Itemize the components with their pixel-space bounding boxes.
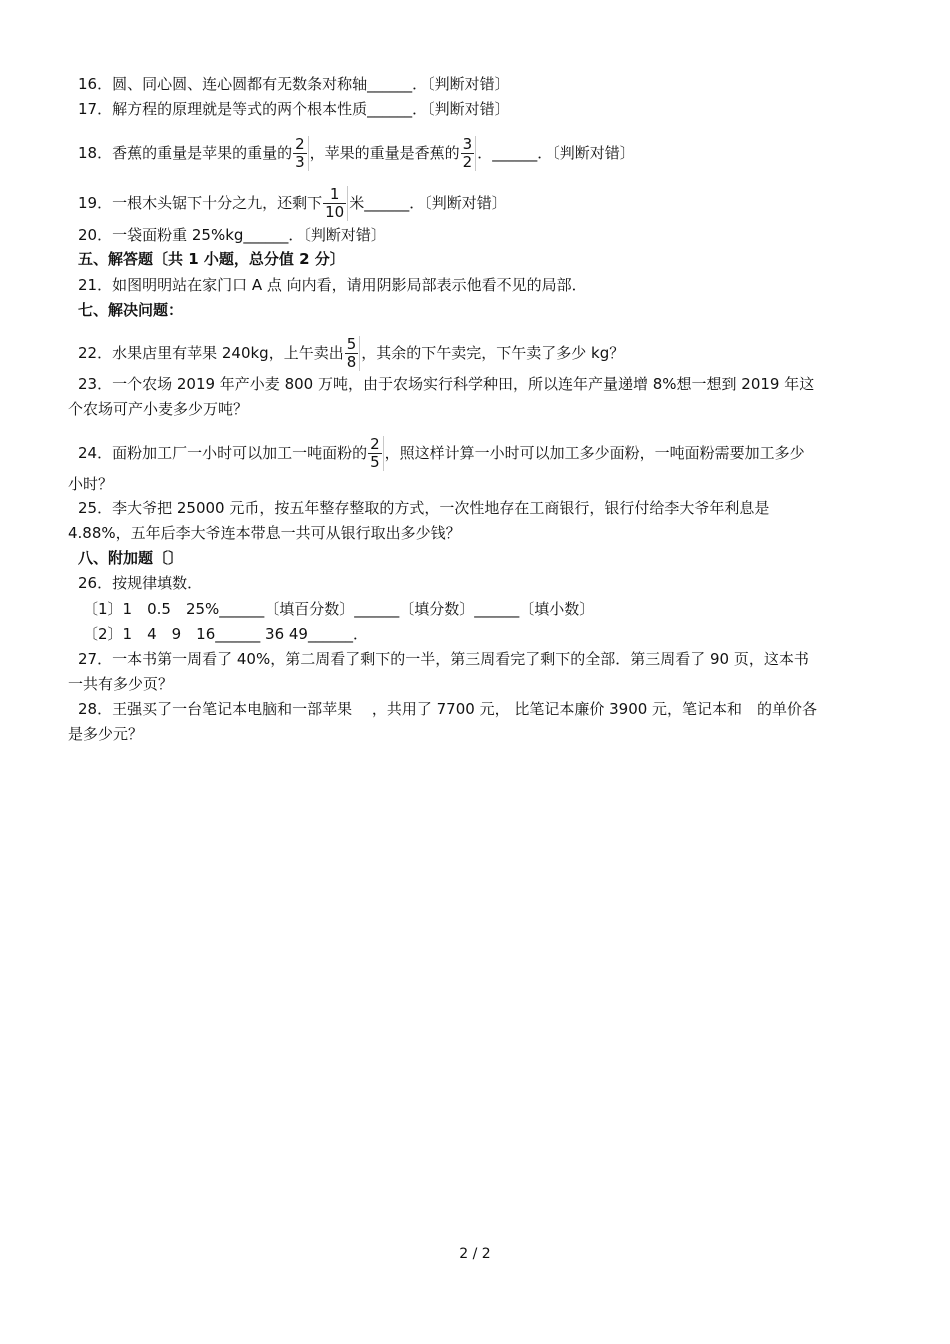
section-8-heading: 八、附加题〔〕 xyxy=(78,549,184,567)
fraction-2-3 xyxy=(293,136,309,171)
fraction-numerator: 2 xyxy=(370,435,380,453)
fraction-denominator: 5 xyxy=(370,453,380,471)
fraction-denominator: 8 xyxy=(346,353,357,371)
question-25-line-1: 25．李大爷把 25000 元币，按五年整存整取的方式，一次性地存在工商银行，银行付给李大爷年利息是 xyxy=(78,499,770,517)
question-22-part-b: ，其余的下午卖完，下午卖了多少 kg？ xyxy=(361,344,625,362)
question-25-line-2: 4.88%，五年后李大爷连本带息一共可从银行取出多少钱？ xyxy=(68,524,461,542)
section-7-heading: 七、解决问题： xyxy=(78,301,184,319)
question-23-line-2: 个农场可产小麦多少万吨？ xyxy=(68,400,249,418)
question-24 xyxy=(78,436,805,471)
question-19-part-a: 19．一根木头锯下十分之九，还剩下 xyxy=(78,194,323,212)
fraction-numerator: 1 xyxy=(329,185,340,203)
question-19 xyxy=(78,186,507,221)
question-18-part-b: ，苹果的重量是香蕉的 xyxy=(309,144,460,162)
fraction-2-5 xyxy=(368,436,384,471)
question-18 xyxy=(78,136,635,171)
question-26-part-2: 〔2〕1 4 9 16______ 36 49______． xyxy=(83,625,368,643)
question-26-part-1: 〔1〕1 0.5 25%______〔填百分数〕______〔填分数〕______〔填小数〕 xyxy=(83,600,595,618)
question-17: 17．解方程的原理就是等式的两个根本性质______．〔判断对错〕 xyxy=(78,100,510,118)
question-16: 16．圆、同心圆、连心圆都有无数条对称轴______．〔判断对错〕 xyxy=(78,75,510,93)
question-22 xyxy=(78,336,624,371)
question-28-line-2: 是多少元？ xyxy=(68,725,144,743)
fraction-3-2 xyxy=(461,136,477,171)
question-23-line-1: 23．一个农场 2019 年产小麦 800 万吨，由于农场实行科学种田，所以连年产量递增 8%想一想到 2019 年这 xyxy=(78,375,815,393)
fraction-denominator: 2 xyxy=(462,153,473,171)
fraction-1-10 xyxy=(323,186,348,221)
question-24-line-2: 小时？ xyxy=(68,475,114,493)
question-27-line-2: 一共有多少页？ xyxy=(68,675,174,693)
fraction-5-8 xyxy=(345,336,361,371)
fraction-numerator: 5 xyxy=(346,335,357,353)
question-28-line-1: 28．王强买了一台笔记本电脑和一部苹果 ，共用了 7700 元， 比笔记本廉价 3900 元，笔记本和 的单价各 xyxy=(78,700,818,718)
question-20: 20．一袋面粉重 25%kg______．〔判断对错〕 xyxy=(78,226,386,244)
question-22-part-a: 22．水果店里有苹果 240kg，上午卖出 xyxy=(78,344,344,362)
question-26-title: 26．按规律填数． xyxy=(78,574,203,592)
question-18-part-a: 18．香蕉的重量是苹果的重量的 xyxy=(78,144,293,162)
page-number: 2 / 2 xyxy=(459,1246,491,1262)
question-24-part-b: ，照这样计算一小时可以加工多少面粉，一吨面粉需要加工多少 xyxy=(384,444,805,462)
question-19-part-b: 米______．〔判断对错〕 xyxy=(349,194,507,212)
section-5-heading: 五、解答题〔共 1 小题，总分值 2 分〕 xyxy=(78,250,345,268)
question-21: 21．如图明明站在家门口 A 点 向内看，请用阴影局部表示他看不见的局部． xyxy=(78,276,587,294)
question-24-part-a: 24．面粉加工厂一小时可以加工一吨面粉的 xyxy=(78,444,368,462)
fraction-denominator: 10 xyxy=(325,203,345,221)
question-18-part-c: ．______．〔判断对错〕 xyxy=(477,144,635,162)
fraction-denominator: 3 xyxy=(295,153,305,171)
question-27-line-1: 27．一本书第一周看了 40%，第二周看了剩下的一半，第三周看完了剩下的全部．第三周看了 90 页，这本书 xyxy=(78,650,809,668)
fraction-numerator: 3 xyxy=(462,135,473,153)
fraction-numerator: 2 xyxy=(295,135,305,153)
